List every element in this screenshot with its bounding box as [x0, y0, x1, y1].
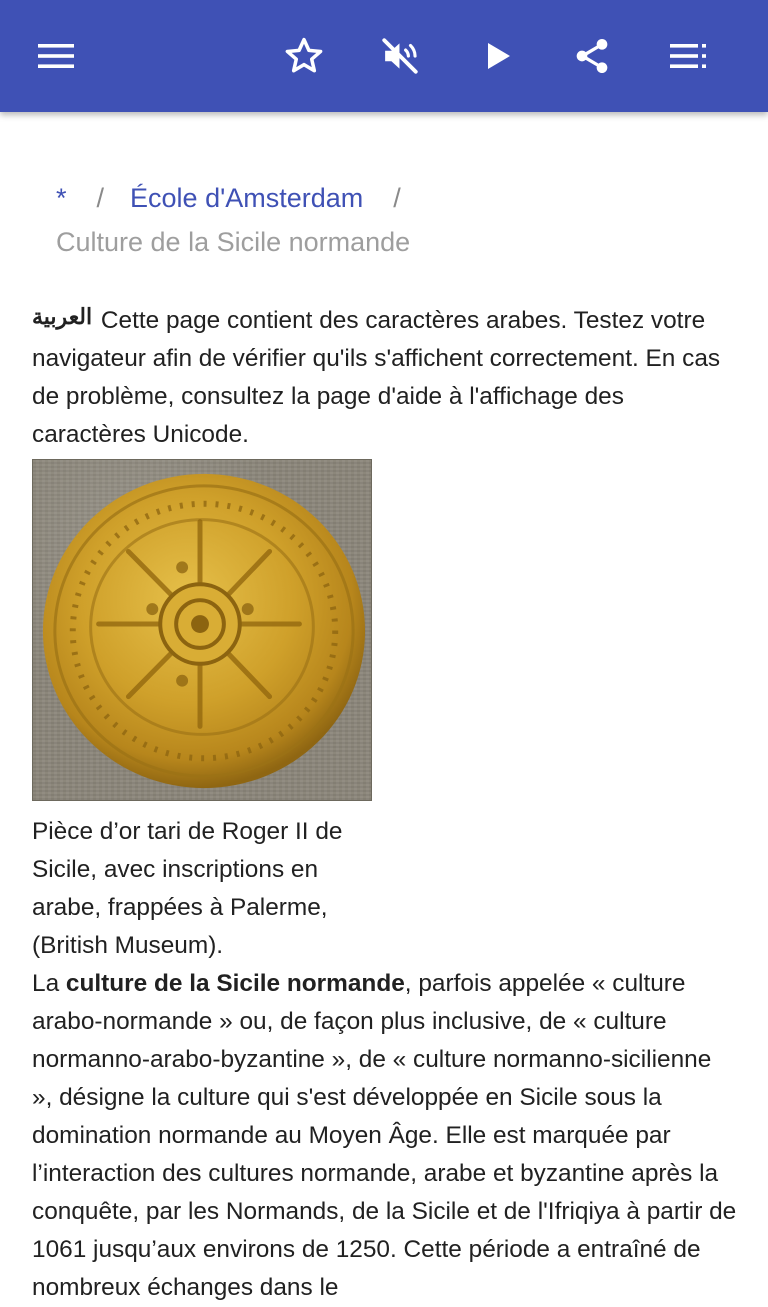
hamburger-menu-icon	[36, 42, 76, 70]
breadcrumb-separator: /	[393, 183, 401, 213]
intro-text: , parfois appelée « culture arabo-normande » ou, de façon plus inclusive, de « culture normanno-arabo-byzantine », de « culture normanno-sicilienne », désigne la culture qui s'est développée en Sicile sous la domination normande au Moyen Âge. Elle est marquée par l’interaction des cultures normande, arabe et byzantine après la conquête, par les Normands, de la Sicile et de l'Ifriqiya à partir de 1061 jusqu’aux environs de 1250. Cette période a entraîné de nombreux échanges dans le	[32, 970, 737, 1301]
mute-button[interactable]	[372, 28, 428, 84]
favorite-button[interactable]	[276, 28, 332, 84]
article-content	[32, 298, 738, 1307]
intro-prefix: La	[32, 970, 66, 997]
coin-figure	[32, 459, 372, 965]
star-outline-icon	[283, 35, 325, 77]
list-icon	[668, 42, 708, 70]
breadcrumb-separator: /	[96, 183, 105, 213]
share-icon	[572, 35, 612, 77]
volume-off-icon	[379, 35, 421, 77]
play-icon	[483, 40, 513, 72]
coin-image[interactable]	[32, 459, 372, 801]
coin-caption: Pièce d’or tari de Roger II de Sicile, avec inscriptions en arabe, frappées à Palerme, (British Museum).	[32, 818, 343, 959]
arabic-language-label: العربية	[32, 304, 93, 330]
notice-text: Cette page contient des caractères arabes. Testez votre navigateur afin de vérifier qu'ils s'affichent correctement. En cas de problème, consultez la page d'aide à l'affichage des caractères Unicode.	[32, 307, 721, 448]
article-paragraph	[32, 965, 738, 1307]
menu-button[interactable]	[28, 28, 84, 84]
breadcrumb-current-page: Culture de la Sicile normande	[56, 227, 411, 257]
breadcrumb	[56, 176, 736, 264]
arabic-characters-notice	[32, 298, 738, 454]
article-subject-bold: culture de la Sicile normande	[65, 970, 405, 997]
play-button[interactable]	[470, 28, 526, 84]
share-button[interactable]	[564, 28, 620, 84]
table-of-contents-button[interactable]	[660, 28, 716, 84]
breadcrumb-home-link[interactable]: *	[56, 183, 67, 213]
app-bar	[0, 0, 768, 112]
breadcrumb-parent-link[interactable]: École d'Amsterdam	[130, 183, 364, 213]
